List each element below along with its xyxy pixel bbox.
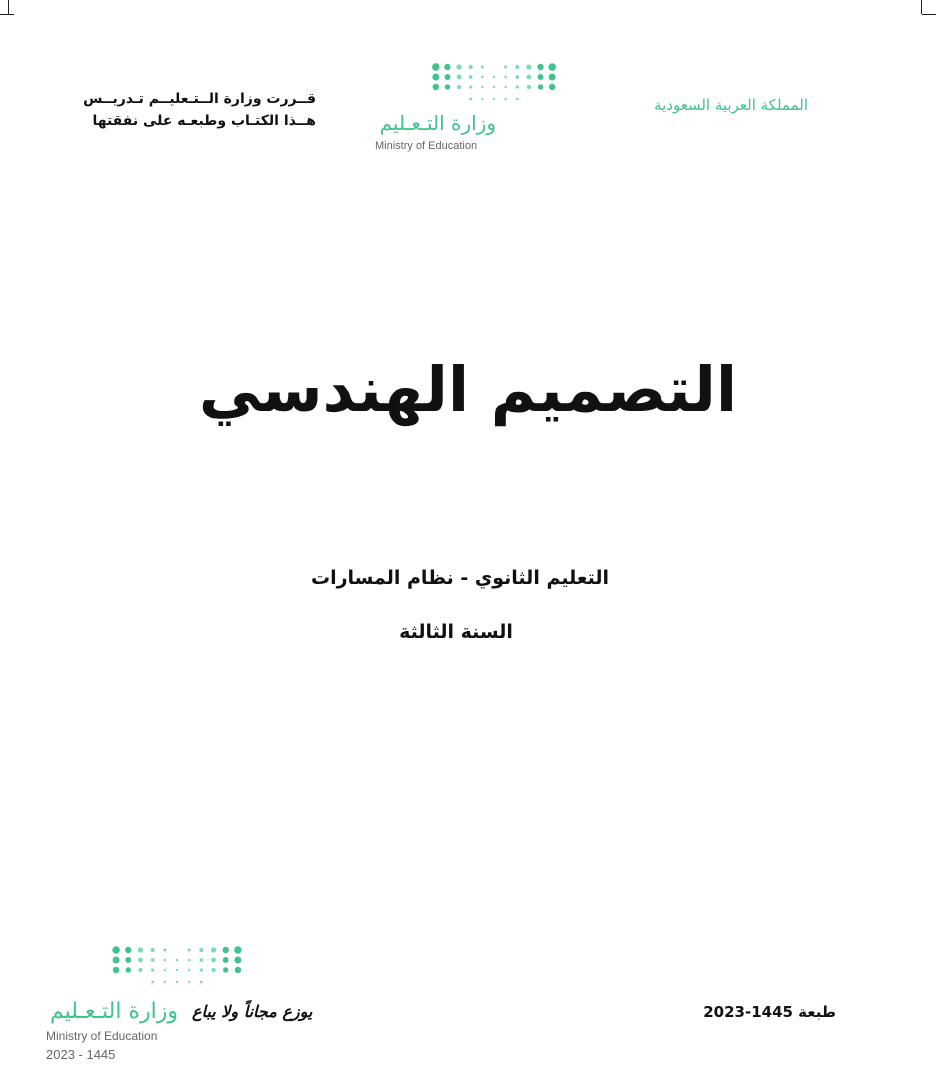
- logo-dot: [151, 948, 155, 952]
- logo-dot: [164, 981, 166, 983]
- logo-dot: [151, 958, 155, 962]
- ministry-logo-dots: [430, 62, 558, 104]
- logo-dot: [457, 85, 461, 89]
- logo-dot: [113, 957, 120, 964]
- logo-dot: [211, 968, 215, 972]
- logo-dot: [176, 959, 178, 961]
- logo-dot: [199, 948, 203, 952]
- logo-dot: [176, 969, 178, 971]
- crop-mark: [0, 14, 14, 15]
- logo-dot: [138, 947, 143, 952]
- logo-dot: [113, 967, 120, 974]
- logo-dot: [432, 74, 439, 81]
- logo-dot: [481, 86, 483, 88]
- kingdom-name: المملكة العربية السعودية: [654, 96, 808, 114]
- logo-dot: [234, 957, 241, 964]
- logo-dot: [493, 98, 495, 100]
- logo-dot: [538, 84, 543, 89]
- logo-dot: [433, 84, 440, 91]
- logo-dot: [504, 76, 507, 79]
- logo-dot: [469, 85, 472, 88]
- logo-dot: [481, 98, 483, 100]
- logo-dot: [504, 98, 506, 100]
- free-distribution-stamp: يوزع مجاناً ولا يباع: [192, 1002, 313, 1021]
- logo-dot: [151, 968, 154, 971]
- logo-dot: [456, 64, 461, 69]
- crop-mark: [921, 0, 922, 14]
- logo-dot: [549, 74, 556, 81]
- edition-label: طبعة 1445-2023: [703, 1003, 836, 1021]
- logo-dot: [527, 75, 532, 80]
- logo-dot: [469, 98, 472, 101]
- book-title: التصميم الهندسي: [198, 353, 738, 426]
- logo-dot: [515, 75, 519, 79]
- logo-dot: [138, 958, 143, 963]
- logo-dot: [515, 65, 519, 69]
- approval-line-2: هــذا الكتـاب وطبعـه على نفقتها: [92, 113, 316, 129]
- logo-dot: [223, 967, 228, 972]
- footer-logo-arabic: وزارة التـعـليم: [49, 999, 178, 1024]
- footer-logo-dots: [110, 945, 244, 989]
- logo-dot: [235, 967, 242, 974]
- logo-dot: [493, 86, 495, 88]
- logo-dot: [112, 946, 120, 954]
- logo-dot: [200, 968, 203, 971]
- logo-dot: [200, 981, 203, 984]
- logo-dot: [504, 65, 507, 68]
- logo-dot: [223, 947, 229, 953]
- logo-dot: [548, 63, 556, 71]
- logo-dot: [188, 981, 190, 983]
- footer-logo-english: Ministry of Education: [46, 1029, 158, 1043]
- crop-mark: [922, 14, 936, 15]
- logo-dot: [445, 74, 451, 80]
- logo-dot: [138, 968, 142, 972]
- ministry-logo-english: Ministry of Education: [375, 140, 478, 152]
- logo-dot: [211, 958, 216, 963]
- logo-dot: [176, 981, 178, 983]
- ministry-logo-arabic: وزارة التـعـليم: [379, 111, 496, 135]
- logo-dot: [549, 84, 556, 91]
- logo-dot: [125, 957, 131, 963]
- logo-dot: [234, 946, 242, 954]
- logo-dot: [469, 65, 473, 69]
- logo-dot: [432, 63, 440, 71]
- logo-dot: [516, 85, 519, 88]
- logo-dot: [537, 64, 543, 70]
- logo-dot: [526, 64, 531, 69]
- approval-line-1: قــررت وزارة الــتـعليــم تـدريــس: [83, 91, 316, 107]
- logo-dot: [223, 957, 229, 963]
- logo-dot: [445, 84, 450, 89]
- logo-dot: [481, 76, 484, 79]
- logo-dot: [151, 981, 154, 984]
- logo-dot: [188, 948, 191, 951]
- logo-dot: [125, 947, 131, 953]
- logo-dot: [504, 86, 506, 88]
- logo-dot: [516, 98, 519, 101]
- logo-dot: [493, 76, 495, 78]
- logo-dot: [188, 969, 190, 971]
- footer-logo-year: 2023 - 1445: [46, 1047, 116, 1062]
- logo-dot: [211, 947, 216, 952]
- logo-dot: [200, 958, 204, 962]
- logo-dot: [469, 75, 473, 79]
- logo-dot: [163, 948, 166, 951]
- logo-dot: [527, 85, 531, 89]
- logo-dot: [126, 967, 131, 972]
- logo-dot: [188, 959, 191, 962]
- logo-dot: [164, 969, 166, 971]
- logo-dot: [164, 959, 167, 962]
- logo-dot: [538, 74, 544, 80]
- track-subtitle: التعليم الثانوي - نظام المسارات: [311, 567, 609, 589]
- logo-dot: [457, 75, 462, 80]
- year-subtitle: السنة الثالثة: [399, 621, 513, 643]
- logo-dot: [444, 64, 450, 70]
- logo-dot: [481, 65, 484, 68]
- crop-mark: [8, 0, 9, 14]
- approval-text: [83, 88, 316, 132]
